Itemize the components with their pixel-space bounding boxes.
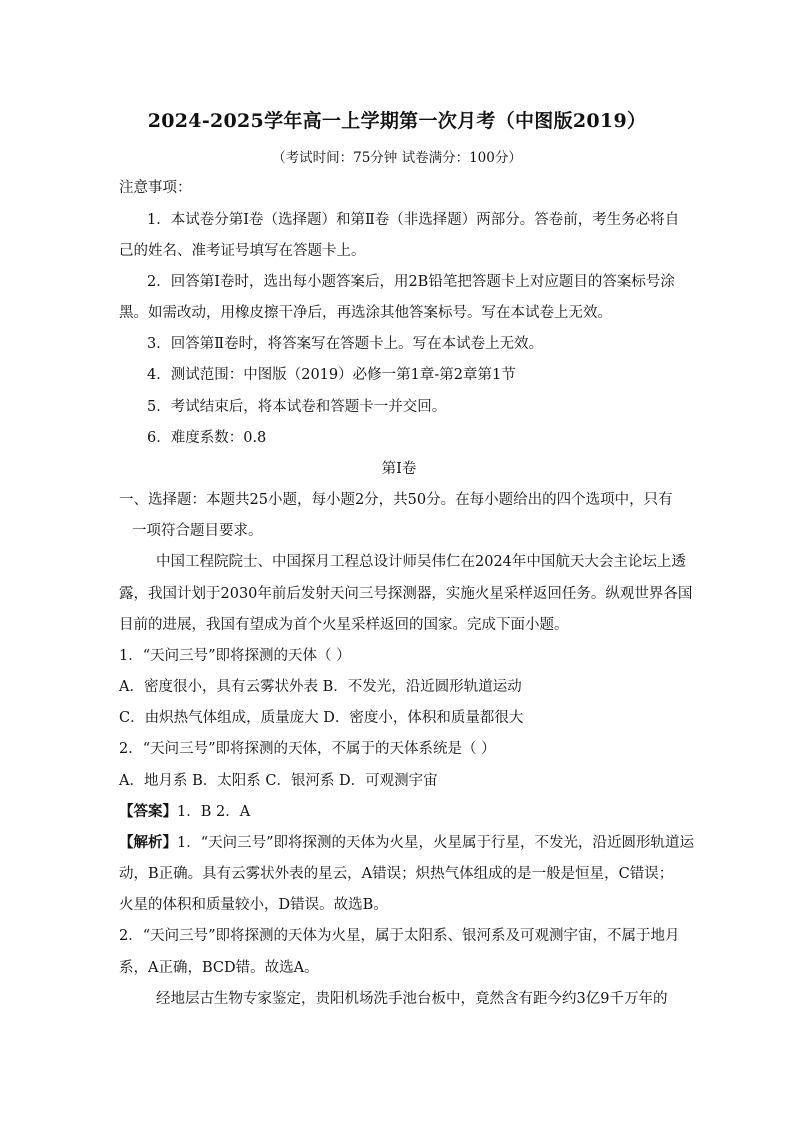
- question-2-options: A．地月系 B．太阳系 C．银河系 D．可观测宇宙: [119, 773, 438, 789]
- analysis-line-5: 系，A正确，BCD错。故选A。: [119, 960, 319, 976]
- analysis-line-2: 动，B正确。具有云雾状外表的星云，A错误；炽热气体组成的是一般是恒星，C错误；: [119, 866, 674, 882]
- question-2-stem: 2．“天问三号”即将探测的天体，不属于的天体系统是（ ）: [119, 741, 496, 757]
- question-1-options-row-2: C．由炽热气体组成，质量庞大 D．密度小，体积和质量都很大: [119, 710, 524, 726]
- analysis-text-1: 1．“天问三号”即将探测的天体为火星，火星属于行星，不发光，沿近圆形轨道运: [177, 835, 695, 851]
- exam-info: （考试时间：75分钟 试卷满分：100分）: [272, 150, 522, 166]
- analysis-line-1: [119, 831, 694, 852]
- note-6: 6．难度系数：0.8: [147, 430, 267, 446]
- answer-line: [119, 800, 250, 821]
- note-1-line-1: 1．本试卷分第Ⅰ卷（选择题）和第Ⅱ卷（非选择题）两部分。答卷前，考生务必将自: [147, 212, 680, 228]
- passage-line-2: 露，我国计划于2030年前后发射天问三号探测器，实施火星采样返回任务。纵观世界各国: [119, 586, 693, 602]
- note-4: 4．测试范围：中图版（2019）必修一第1章-第2章第1节: [147, 367, 516, 383]
- question-1-stem: 1．“天问三号”即将探测的天体（ ）: [119, 648, 351, 664]
- note-5: 5．考试结束后，将本试卷和答题卡一并交回。: [147, 399, 447, 415]
- note-2-line-2: 黑。如需改动，用橡皮擦干净后，再选涂其他答案标号。写在本试卷上无效。: [119, 305, 612, 321]
- analysis-label: 【解析】: [119, 834, 177, 851]
- section-intro-line-2: 一项符合题目要求。: [132, 523, 263, 539]
- note-2-line-1: 2．回答第Ⅰ卷时，选出每小题答案后，用2B铅笔把答题卡上对应题目的答案标号涂: [147, 274, 675, 290]
- page-title: 2024-2025学年高一上学期第一次月考（中图版2019）: [147, 110, 647, 132]
- notes-heading: 注意事项：: [119, 180, 192, 196]
- note-1-line-2: 己的姓名、准考证号填写在答题卡上。: [119, 243, 366, 259]
- answer-text: 1．B 2．A: [177, 804, 251, 820]
- question-1-options-row-1: A．密度很小，具有云雾状外表 B．不发光，沿近圆形轨道运动: [119, 679, 522, 695]
- note-3: 3．回答第Ⅱ卷时，将答案写在答题卡上。写在本试卷上无效。: [147, 336, 544, 352]
- answer-label: 【答案】: [119, 803, 177, 820]
- passage-line-1: 中国工程院院士、中国探月工程总设计师吴伟仁在2024年中国航天大会主论坛上透: [156, 554, 686, 570]
- section-title: 第Ⅰ卷: [381, 461, 417, 477]
- analysis-line-4: 2．“天问三号”即将探测的天体为火星，属于太阳系、银河系及可观测宇宙，不属于地月: [119, 928, 680, 944]
- analysis-line-3: 火星的体积和质量较小，D错误。故选B。: [119, 897, 388, 913]
- section-intro-line-1: 一、选择题：本题共25小题，每小题2分，共50分。在每小题给出的四个选项中，只有: [119, 492, 673, 508]
- next-passage-line-1: 经地层古生物专家鉴定，贵阳机场洗手池台板中，竟然含有距今约3亿9千万年的: [156, 991, 668, 1007]
- passage-line-3: 目前的进展，我国有望成为首个火星采样返回的国家。完成下面小题。: [119, 617, 569, 633]
